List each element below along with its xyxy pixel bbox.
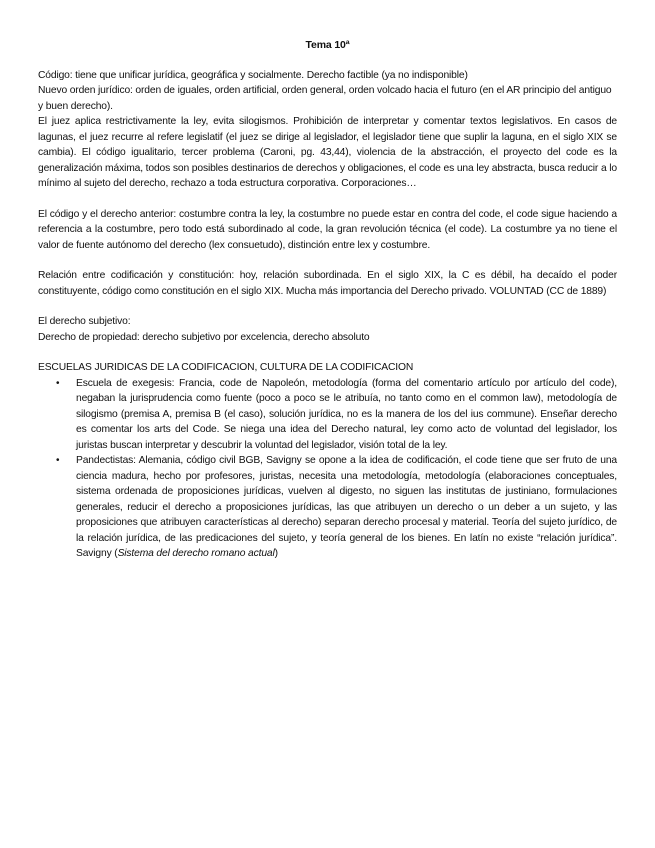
- spacer: [38, 192, 617, 207]
- escuelas-heading: ESCUELAS JURIDICAS DE LA CODIFICACION, CULTURA DE LA CODIFICACION: [38, 362, 414, 373]
- page-title: Tema 10ª: [305, 39, 350, 51]
- pandectistas-text: Pandectistas: Alemania, código civil BGB, Savigny se opone a la idea de codificación, el code tiene que ser fruto de una ciencia madura, hecho por profesores, juristas, necesita una metodología, metodología (elaboraciones conceptuales, sistema ordenada de proposiciones jurídicas, vuelven al digesto, no siguen las institutas de justiniano, formulaciones generales, reducir el derecho a proposiciones jurídicas, las que atribuyen un derecho o un deber a un sujeto, y las proposiciones que atribuyen características al derecho) separan derecho procesal y material. Teoría del sujeto jurídico, de la relación jurídica, de las predicaciones del sujeto, y teoría general de los bienes. En latín no existe “relación jurídica”. Savigny (: [76, 455, 617, 559]
- costumbre-paragraph: El código y el derecho anterior: costumbre contra la ley, la costumbre no puede estar en contra del code, el code sigue haciendo a referencia a la costumbre, pero todo está subordinado al code, la gran revolución técnica (el code). La costumbre ya no tiene el valor de fuente autónomo del derecho (lex consuetudo), distinción entre lex y costumbre.: [38, 208, 617, 251]
- constitucion-paragraph: Relación entre codificación y constitución: hoy, relación subordinada. En el siglo XIX, la C es débil, ha decaído el poder constituyente, código como constitución en el siglo XIX. Mucha más importancia del Derecho privado. VOLUNTAD (CC de 1889): [38, 270, 617, 297]
- escuelas-list: [38, 376, 617, 562]
- spacer: [38, 345, 617, 360]
- subjetivo-heading: El derecho subjetivo:: [38, 316, 131, 327]
- bullet-icon: •: [56, 455, 60, 466]
- codigo-line: Código: tiene que unificar jurídica, geográfica y socialmente. Derecho factible (ya no indisponible): [38, 69, 468, 81]
- list-item-exegesis: [56, 376, 617, 454]
- exegesis-text: Escuela de exegesis: Francia, code de Napoleón, metodología (forma del comentario artículo por artículo del code), negaban la jurisprudencia como fuente (poco a poco se le atribuía, no tanto como en el common law), metodología de silogismo (premisa A, premisa B (el caso), solución jurídica, no es la manera de los del ius commune). Enseñar derecho es comentar los arts del Code. Se niega una idea del Derecho natural, ley como acto de voluntad del legislador, los juristas buscan interpretar y descubrir la voluntad del legislador, visión total de la ley.: [76, 377, 617, 451]
- propiedad-line: Derecho de propiedad: derecho subjetivo por excelencia, derecho absoluto: [38, 331, 370, 343]
- spacer: [38, 299, 617, 314]
- juez-paragraph: El juez aplica restrictivamente la ley, evita silogismos. Prohibición de interpretar y comentar textos legislativos. En casos de lagunas, el juez recurre al refere legislatif (el juez se dirige al legislador, el legislador tiene que suplir la laguna, en el siglo XIX se cambia). El código igualitario, tercer problema (Caroni, pg. 43,44), violencia de la abstracción, el proyecto del code es la generalización máxima, todos son posibles destinarios de derechos y obligaciones, el code es una ley abstracta, busca reducir a lo mínimo al sujeto del derecho, rechazo a toda estructura corporativa. Corporaciones…: [38, 116, 617, 189]
- spacer: [38, 253, 617, 268]
- pandectistas-book-title: Sistema del derecho romano actual: [117, 548, 275, 559]
- pandectistas-close: ): [274, 548, 278, 559]
- list-item-pandectistas: [56, 453, 617, 562]
- nuevo-orden-paragraph: Nuevo orden jurídico: orden de iguales, orden artificial, orden general, orden volcado hacia el futuro (en el AR principio del antiguo y buen derecho).: [38, 85, 612, 112]
- bullet-icon: •: [56, 377, 60, 389]
